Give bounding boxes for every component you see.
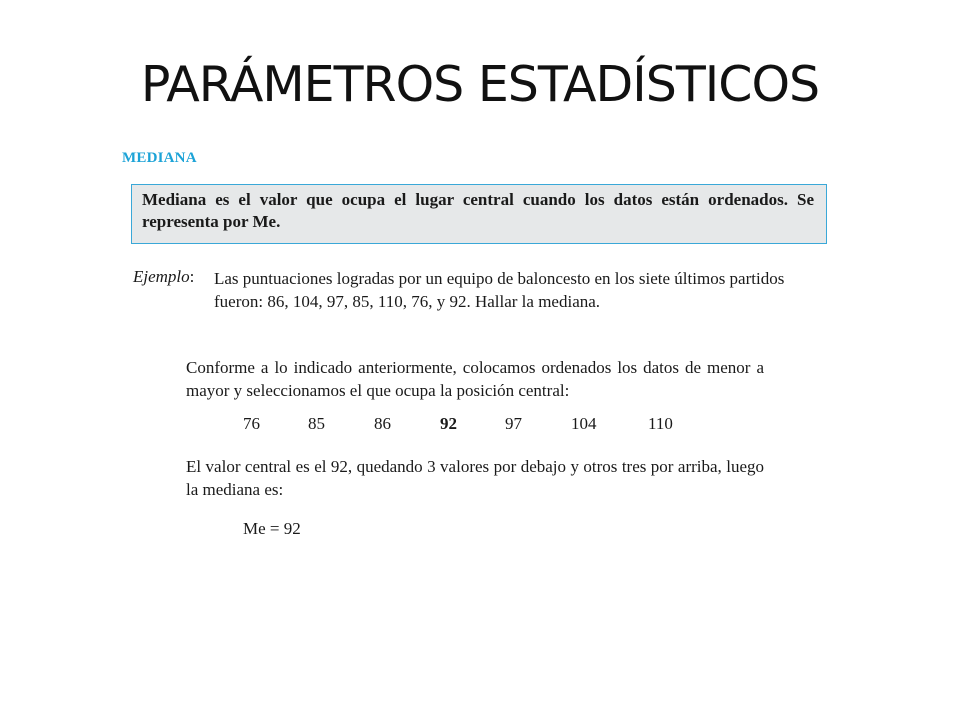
median-result: Me = 92 [243,519,301,538]
sorted-value: 85 [308,414,325,433]
sorted-value: 92 [440,414,457,433]
solution-paragraph-1: Conforme a lo indicado anteriormente, colocamos ordenados los datos de menor a mayor y seleccionamos el que ocupa la posición central: [186,358,764,400]
sorted-value: 76 [243,414,260,433]
example-label-colon: : [189,267,195,286]
sorted-value: 97 [505,414,522,433]
section-heading: MEDIANA [122,150,197,166]
definition-box [131,184,827,244]
example-label [133,267,194,287]
example-text: Las puntuaciones logradas por un equipo de baloncesto en los siete últimos partidos fueron: 86, 104, 97, 85, 110, 76, y 92. Hallar la mediana. [214,269,785,311]
definition-text: Mediana es el valor que ocupa el lugar central cuando los datos están ordenados. Se representa por Me. [142,190,814,231]
example-label-text: Ejemplo [133,267,190,286]
sorted-values-row [0,414,960,436]
sorted-value: 104 [571,414,597,433]
solution-paragraph-2: El valor central es el 92, quedando 3 valores por debajo y otros tres por arriba, luego la mediana es: [186,457,764,499]
slide-title: PARÁMETROS ESTADÍSTICOS [140,56,820,113]
sorted-value: 86 [374,414,391,433]
sorted-value: 110 [648,414,673,433]
